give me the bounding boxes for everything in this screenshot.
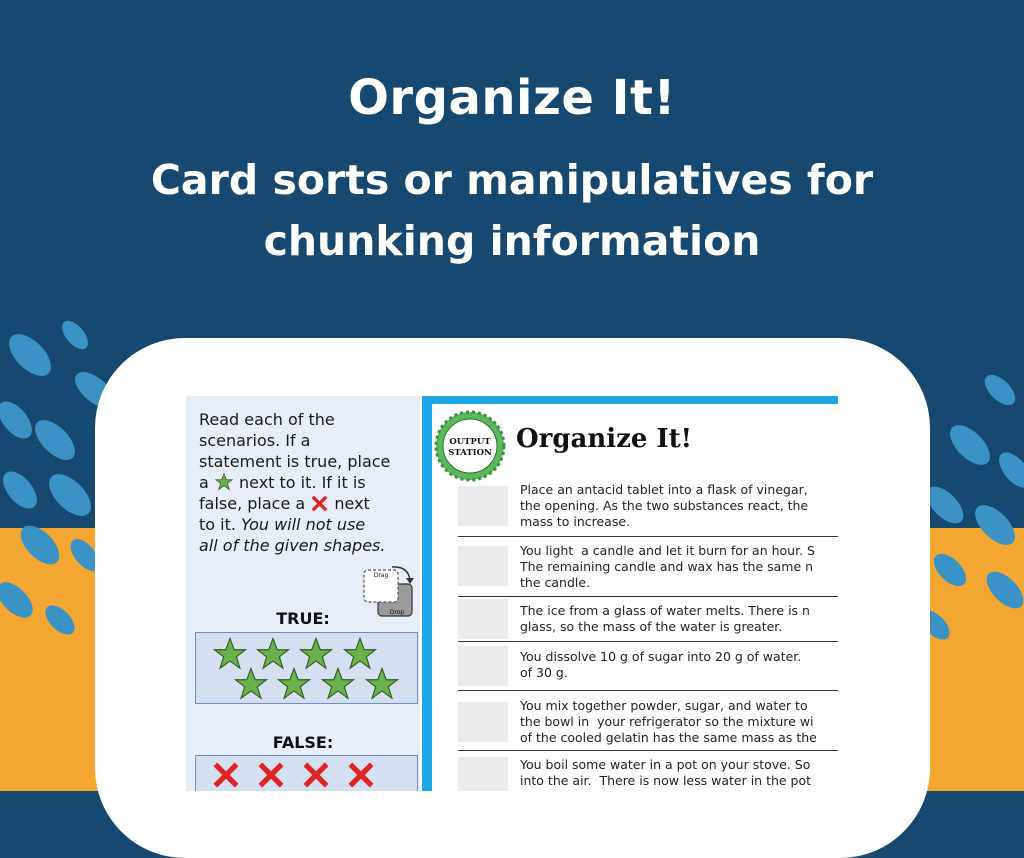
false-label: FALSE: <box>272 733 334 752</box>
scenario-text: The ice from a glass of water melts. There is n glass, so the mass of the water is greater. <box>520 603 810 634</box>
red-x-icon[interactable] <box>256 760 286 790</box>
output-station-badge <box>434 410 506 482</box>
green-star-icon[interactable] <box>212 637 248 671</box>
page-subtitle: Card sorts or manipulatives for chunking information <box>150 156 874 265</box>
green-star-icon <box>214 473 234 491</box>
scenario-row <box>458 642 838 691</box>
answer-drop-box[interactable] <box>458 546 508 586</box>
green-star-icon[interactable] <box>298 637 334 671</box>
red-x-icon <box>310 494 329 513</box>
instructions-text: Read each of the scenarios. If a statement is true, place a next to it. If it is false, place a next to it. You will not use all of the given shapes. <box>199 410 391 555</box>
true-label: TRUE: <box>276 609 330 628</box>
drop-label: Drop <box>389 609 405 616</box>
worksheet-preview <box>186 396 838 791</box>
scenario-row <box>458 537 838 597</box>
true-shapes-box <box>195 632 418 704</box>
answer-drop-box[interactable] <box>458 486 508 526</box>
page-title: Organize It! <box>348 70 676 126</box>
worksheet-title: Organize It! <box>516 424 693 454</box>
answer-drop-box[interactable] <box>458 646 508 686</box>
green-star-icon[interactable] <box>233 667 269 701</box>
scenario-text: You mix together powder, sugar, and water to the bowl in your refrigerator so the mixture wi of the cooled gelatin has the same mass as the <box>520 698 817 745</box>
green-star-icon[interactable] <box>276 667 312 701</box>
green-star-icon[interactable] <box>320 667 356 701</box>
badge-line2: STATION <box>448 448 492 458</box>
scenario-list <box>458 476 838 791</box>
green-star-icon[interactable] <box>342 637 378 671</box>
instruction-panel <box>186 396 421 791</box>
scenario-row <box>458 597 838 642</box>
scenario-row <box>458 751 838 791</box>
scenario-text: You boil some water in a pot on your stove. So into the air. There is now less water in the pot <box>520 757 812 788</box>
badge-line1: OUTPUT <box>449 437 491 447</box>
red-x-icon[interactable] <box>301 760 331 790</box>
answer-drop-box[interactable] <box>458 757 508 791</box>
green-star-icon[interactable] <box>364 667 400 701</box>
scenario-text: Place an antacid tablet into a flask of vinegar, the opening. As the two substances react, the mass to increase. <box>520 482 809 529</box>
scenario-row <box>458 691 838 751</box>
answer-drop-box[interactable] <box>458 599 508 639</box>
scenario-row <box>458 476 838 537</box>
drag-label: Drag <box>373 572 389 579</box>
answer-drop-box[interactable] <box>458 702 508 742</box>
green-star-icon[interactable] <box>255 637 291 671</box>
scenario-text: You light a candle and let it burn for an hour. S The remaining candle and wax has the same n the candle. <box>520 543 815 590</box>
accent-bar-left <box>422 396 432 791</box>
red-x-icon[interactable] <box>346 760 376 790</box>
red-x-icon[interactable] <box>211 760 241 790</box>
accent-bar-top <box>422 396 838 404</box>
false-shapes-box <box>195 755 418 791</box>
scenario-panel <box>420 396 838 791</box>
scenario-text: You dissolve 10 g of sugar into 20 g of water. of 30 g. <box>520 649 806 680</box>
